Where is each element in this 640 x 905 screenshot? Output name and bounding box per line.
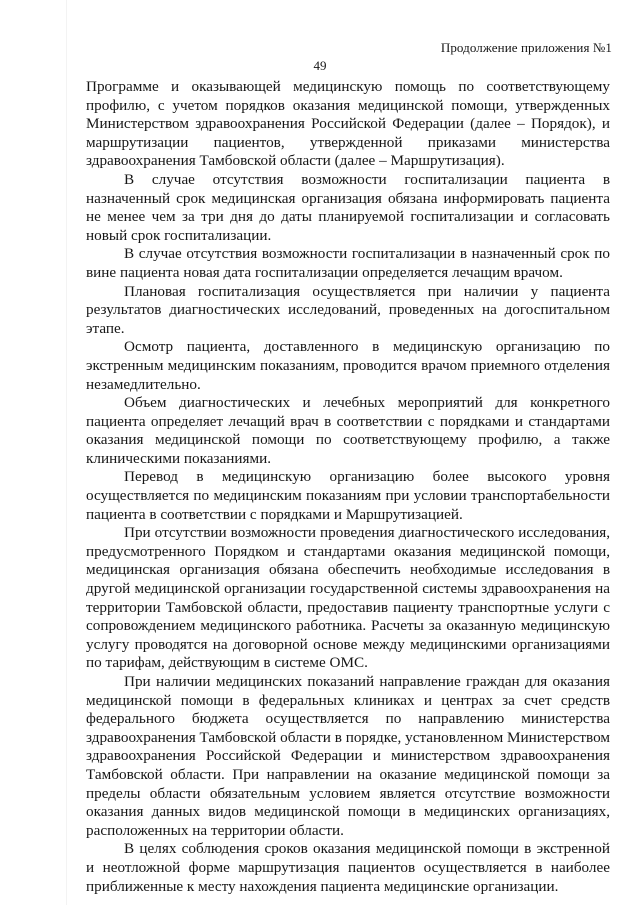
paragraph: В случае отсутствия возможности госпитализации пациента в назначенный срок медицинская организация обязана информировать пациента не менее чем за три дня до даты планируемой госпитализации и согласовать новый срок госпитализации. <box>86 170 610 244</box>
paragraph: В случае отсутствия возможности госпитализации в назначенный срок по вине пациента новая дата госпитализации определяется лечащим врачом. <box>86 245 610 281</box>
scan-edge-line <box>66 0 67 905</box>
paragraph: Объем диагностических и лечебных мероприятий для конкретного пациента определяет лечащий врач в соответствии с порядками и стандартами оказания медицинской помощи по соответствующему профилю, а также клиническими показаниями. <box>86 394 610 467</box>
paragraph: При наличии медицинских показаний направление граждан для оказания медицинской помощи в федеральных клиниках и центрах за счет средств федерального бюджета осуществляется по направлению министерства здравоохранения Тамбовской области в порядке, установленном Министерством здравоохранения Российской Федерации и министерством здравоохранения Тамбовской области. При направлении на оказание медицинской помощи за пределы области обязательным условием является отсутствие возможности оказания данных видов медицинской помощи в медицинских организациях, расположенных на территории области. <box>86 673 610 839</box>
paragraph: Осмотр пациента, доставленного в медицинскую организацию по экстренным медицинским показаниям, проводится врачом приемного отделения незамедлительно. <box>86 338 610 393</box>
paragraph: Программе и оказывающей медицинскую помощь по соответствующему профилю, с учетом порядков оказания медицинской помощи, утвержденных Министерством здравоохранения Российской Федерации (далее – Порядок), и маршрутизации пациентов, утвержденной приказами министерства здравоохранения Тамбовской области (далее – Маршрутизация). <box>86 78 610 170</box>
page-number: 49 <box>313 58 327 73</box>
paragraph: Плановая госпитализация осуществляется при наличии у пациента результатов диагностических исследований, проведенных на догоспитальном этапе. <box>86 282 610 337</box>
paragraph: Перевод в медицинскую организацию более высокого уровня осуществляется по медицинским показаниям при условии транспортабельности пациента в соответствии с порядками и Маршрутизацией. <box>86 468 610 523</box>
document-body <box>86 78 610 896</box>
paragraph: В целях соблюдения сроков оказания медицинской помощи в экстренной и неотложной форме маршрутизация пациентов осуществляется в наиболее приближенные к месту нахождения пациента медицинские организации. <box>86 840 610 895</box>
appendix-continuation-note: Продолжение приложения №1 <box>440 40 612 55</box>
paragraph: При отсутствии возможности проведения диагностического исследования, предусмотренного Порядком и стандартами оказания медицинской помощи, медицинская организация обязана обеспечить необходимые исследования в другой медицинской организации государственной системы здравоохранения на территории Тамбовской области, предоставив пациенту транспортные услуги с сопровождением медицинского работника. Расчеты за оказанную медицинскую услугу проводятся на договорной основе между медицинскими организациями по тарифам, действующим в системе ОМС. <box>86 524 610 672</box>
